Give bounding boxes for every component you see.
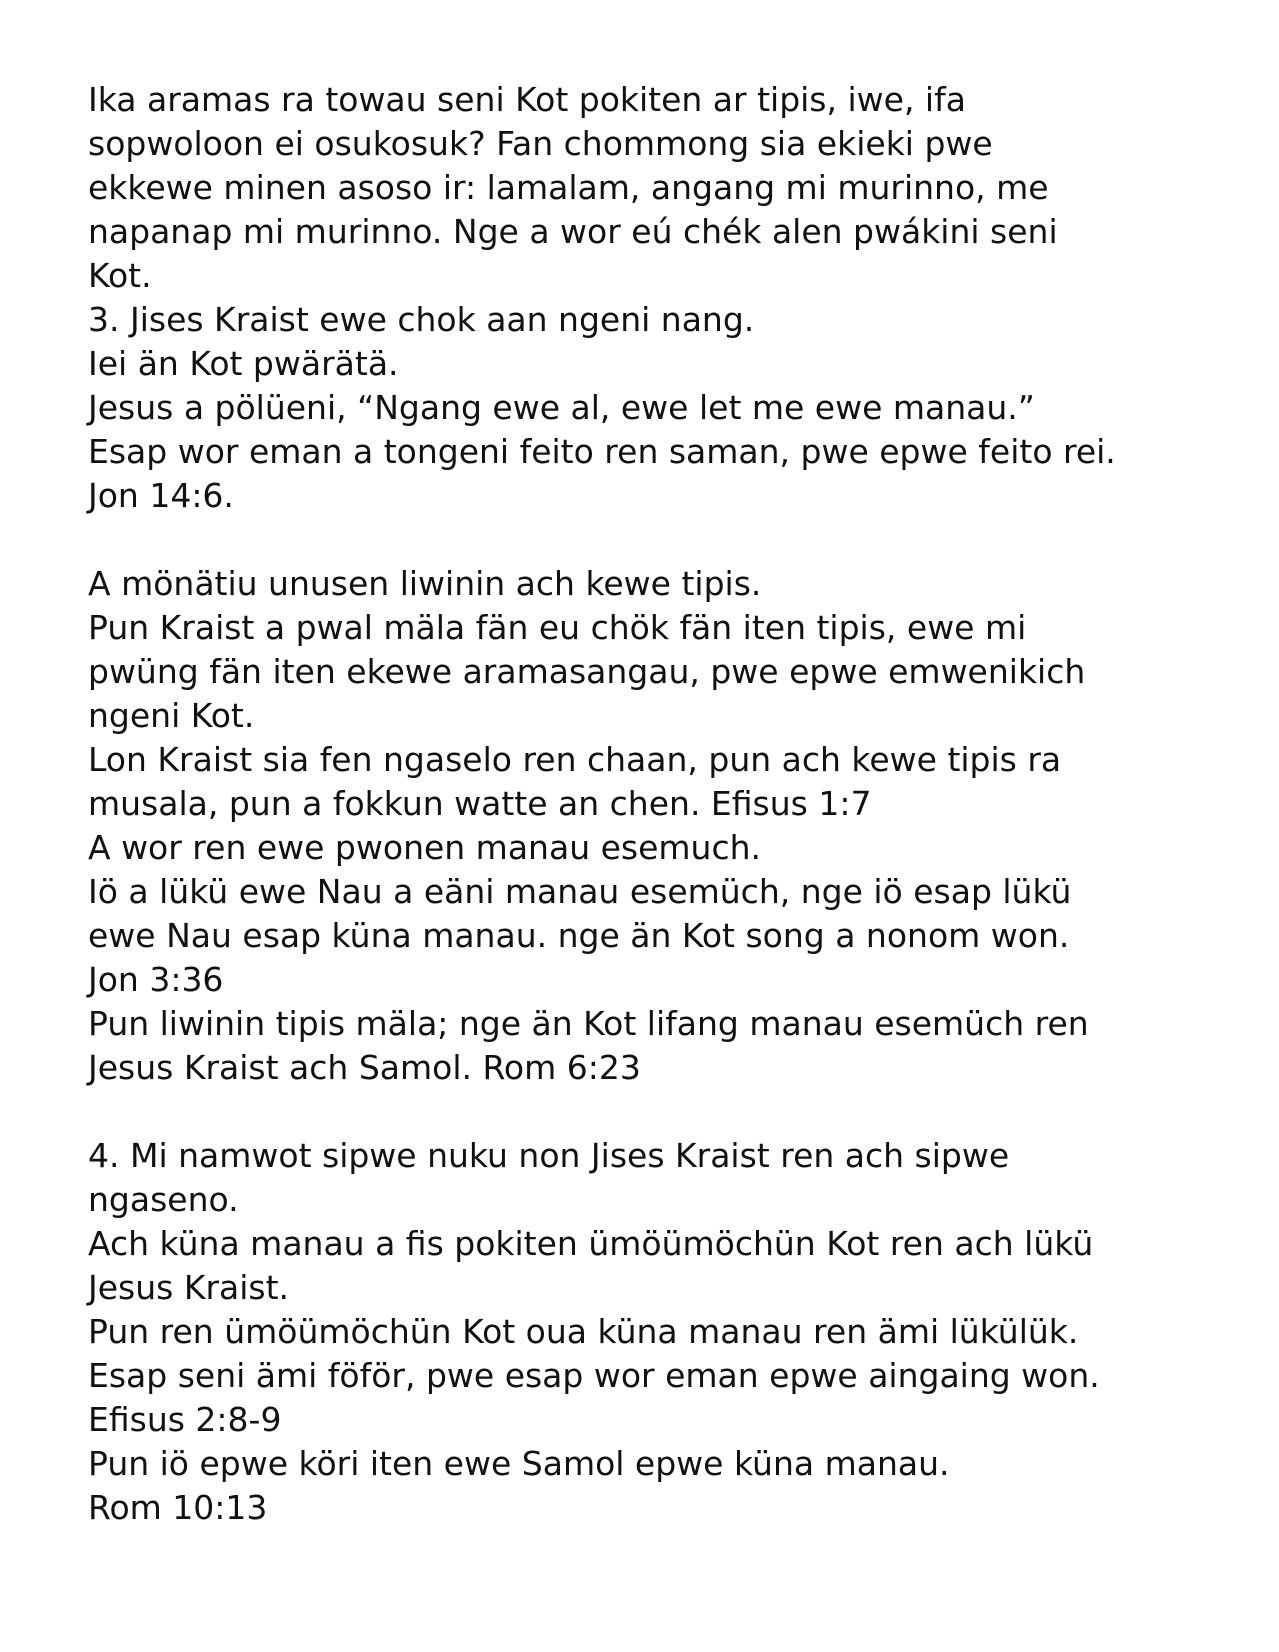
text-line: Iö a lükü ewe Nau a eäni manau esemüch, nge iö esap lükü: [88, 872, 1072, 911]
verse-reference: Efisus 2:8-9: [88, 1400, 282, 1439]
text-line: ngaseno.: [88, 1180, 239, 1219]
text-line: Jesus a pölüeni, “Ngang ewe al, ewe let me ewe manau.”: [88, 388, 1035, 427]
text-line: Esap wor eman a tongeni feito ren saman, pwe epwe feito rei.: [88, 432, 1116, 471]
text-line: Pun liwinin tipis mäla; nge än Kot lifang manau esemüch ren: [88, 1004, 1089, 1043]
verse-reference: Jon 14:6.: [88, 476, 234, 515]
text-line: Esap seni ämi föför, pwe esap wor eman epwe aingaing won.: [88, 1356, 1100, 1395]
paragraph-spacer: [88, 1090, 1208, 1134]
paragraph-2: [88, 562, 1208, 1090]
text-line: musala, pun a fokkun watte an chen. Efisus 1:7: [88, 784, 872, 823]
text-line: Pun iö epwe köri iten ewe Samol epwe küna manau.: [88, 1444, 950, 1483]
section-heading-4: 4. Mi namwot sipwe nuku non Jises Kraist ren ach sipwe: [88, 1136, 1010, 1175]
text-line: Iei än Kot pwärätä.: [88, 344, 399, 383]
text-line: A wor ren ewe pwonen manau esemuch.: [88, 828, 762, 867]
paragraph-spacer: [88, 518, 1208, 562]
text-line: A mönätiu unusen liwinin ach kewe tipis.: [88, 564, 762, 603]
text-line: Ach küna manau a fis pokiten ümöümöchün Kot ren ach lükü: [88, 1224, 1094, 1263]
text-line: Pun ren ümöümöchün Kot oua küna manau ren ämi lükülük.: [88, 1312, 1079, 1351]
text-line: Pun Kraist a pwal mäla fän eu chök fän iten tipis, ewe mi: [88, 608, 1027, 647]
text-line: ngeni Kot.: [88, 696, 255, 735]
text-line: napanap mi murinno. Nge a wor eú chék alen pwákini seni: [88, 212, 1058, 251]
text-line: sopwoloon ei osukosuk? Fan chommong sia ekieki pwe: [88, 124, 993, 163]
text-line: pwüng fän iten ekewe aramasangau, pwe epwe emwenikich: [88, 652, 1086, 691]
verse-reference: Rom 10:13: [88, 1488, 268, 1527]
text-line: ekkewe minen asoso ir: lamalam, angang mi murinno, me: [88, 168, 1049, 207]
verse-reference: Jon 3:36: [88, 960, 224, 999]
text-line: Lon Kraist sia fen ngaselo ren chaan, pun ach kewe tipis ra: [88, 740, 1062, 779]
text-line: Jesus Kraist.: [88, 1268, 290, 1307]
text-line: Kot.: [88, 256, 152, 295]
document-page: [88, 78, 1208, 1530]
text-line: ewe Nau esap küna manau. nge än Kot song a nonom won.: [88, 916, 1070, 955]
paragraph-3: [88, 1134, 1208, 1530]
text-line: Jesus Kraist ach Samol. Rom 6:23: [88, 1048, 641, 1087]
paragraph-1: [88, 78, 1208, 518]
text-line: Ika aramas ra towau seni Kot pokiten ar tipis, iwe, ifa: [88, 80, 966, 119]
section-heading-3: 3. Jises Kraist ewe chok aan ngeni nang.: [88, 300, 755, 339]
